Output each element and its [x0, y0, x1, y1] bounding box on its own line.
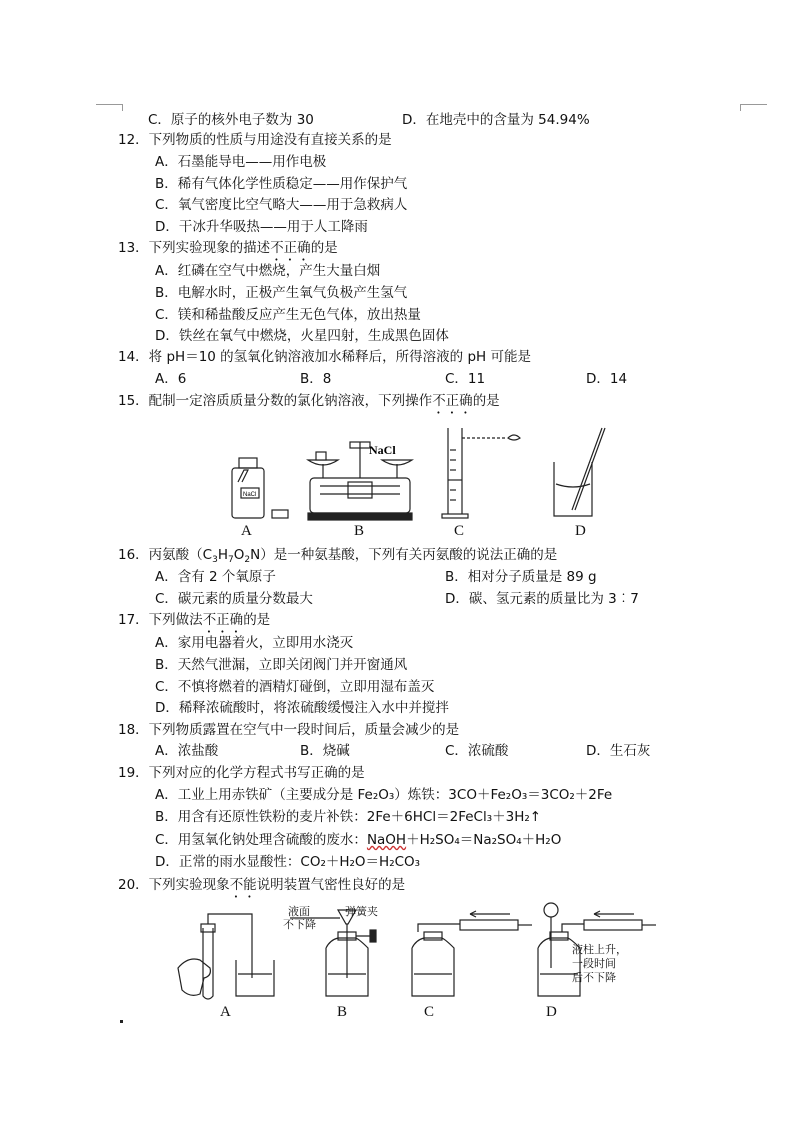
q11-option-c: C．原子的核外电子数为 30 — [148, 112, 314, 128]
q17-option-c: C．不慎将燃着的酒精灯碰倒，立即用湿布盖灭 — [155, 679, 435, 695]
q15-label-a: A — [241, 523, 252, 539]
q13-option-c: C．镁和稀盐酸反应产生无色气体，放出热量 — [155, 307, 421, 323]
q18-stem: 18．下列物质露置在空气中一段时间后，质量会减少的是 — [118, 722, 460, 738]
q14-option-c: C．11 — [445, 371, 486, 387]
q19-option-c: C．用氢氧化钠处理含硫酸的废水：NaOH＋H₂SO₄＝Na₂SO₄＋H₂O — [155, 832, 562, 848]
q15-stem: 15．配制一定溶质质量分数的氯化钠溶液，下列操作不正确的是 — [118, 393, 500, 409]
margin-dot — [120, 1020, 123, 1023]
beaker-icon — [554, 428, 605, 516]
q20-label-b: B — [337, 1004, 348, 1020]
q15-label-c: C — [454, 523, 465, 539]
q17-stem: 17．下列做法不正确的是 — [118, 612, 271, 628]
reagent-bottle-icon — [232, 458, 288, 518]
q15-label-d: D — [575, 523, 586, 539]
bottle-label: NaCl — [243, 492, 257, 498]
q17-option-d: D．稀释浓硫酸时，将浓硫酸缓慢注入水中并搅拌 — [155, 700, 449, 716]
q18-option-d: D．生石灰 — [586, 743, 651, 759]
page-corner-mark — [740, 104, 767, 111]
q20-label-c: C — [424, 1004, 435, 1020]
q19-option-a: A．工业上用赤铁矿（主要成分是 Fe₂O₃）炼铁：3CO＋Fe₂O₃＝3CO₂＋2Fe — [155, 787, 613, 803]
q19-option-d: D．正常的雨水显酸性：CO₂＋H₂O＝H₂CO₃ — [155, 854, 421, 870]
q17-option-b: B．天然气泄漏，立即关闭阀门并开窗通风 — [155, 657, 408, 673]
q12-option-b: B．稀有气体化学性质稳定——用作保护气 — [155, 176, 408, 192]
q15-figure — [220, 420, 630, 525]
page-corner-mark — [96, 104, 123, 111]
q16-stem: 16．丙氨酸$(C_3H_7O_2N)$是一种氨基酸，下列有关丙氨酸的说法正确的是 — [118, 547, 558, 565]
q20-note-d-2: 一段时间 — [572, 957, 616, 970]
q20-note-d-3: 后不下降 — [572, 971, 616, 984]
balance-icon — [308, 442, 412, 520]
q14-option-b: B．8 — [300, 371, 332, 387]
q20-stem: 20．下列实验现象不能说明装置气密性良好的是 — [118, 877, 406, 893]
nacl-label: NaCl — [369, 443, 396, 457]
q13-option-d: D．铁丝在氧气中燃烧，火星四射，生成黑色固体 — [155, 328, 449, 344]
q18-option-b: B．烧碱 — [300, 743, 350, 759]
q12-option-c: C．氧气密度比空气略大——用于急救病人 — [155, 197, 408, 213]
q20-note-b-2: 不下降 — [283, 918, 316, 931]
test-tube-hand-icon — [178, 914, 274, 999]
q20-note-d-1: 液柱上升， — [572, 943, 627, 956]
q20-label-d: D — [546, 1004, 557, 1020]
flask-syringe-icon — [412, 911, 532, 996]
q16-option-b: B．相对分子质量是 89 g — [445, 569, 597, 585]
q19-stem: 19．下列对应的化学方程式书写正确的是 — [118, 765, 365, 781]
q12-stem: 12．下列物质的性质与用途没有直接关系的是 — [118, 132, 392, 148]
q16-option-c: C．碳元素的质量分数最大 — [155, 591, 313, 607]
q18-option-c: C．浓硫酸 — [445, 743, 509, 759]
q16-option-d: D．碳、氢元素的质量比为 3︰7 — [445, 591, 639, 607]
q13-stem: 13．下列实验现象的描述不正确的是 — [118, 240, 338, 256]
q14-option-d: D．14 — [586, 371, 628, 387]
q12-option-a: A．石墨能导电——用作电极 — [155, 154, 327, 170]
q15-label-b: B — [354, 523, 365, 539]
q11-option-d: D．在地壳中的含量为 54.94% — [402, 112, 590, 128]
q20-note-b-1: 液面 — [288, 905, 310, 918]
q12-option-d: D．干冰升华吸热——用于人工降雨 — [155, 219, 368, 235]
q13-option-a: A．红磷在空气中燃烧，产生大量白烟 — [155, 263, 381, 279]
q18-option-a: A．浓盐酸 — [155, 743, 219, 759]
q20-label-a: A — [220, 1004, 231, 1020]
q20-clip-label: 弹簧夹 — [345, 905, 378, 918]
q19-option-b: B．用含有还原性铁粉的麦片补铁：2Fe＋6HCl＝2FeCl₃＋3H₂↑ — [155, 809, 542, 825]
q17-option-a: A．家用电器着火，立即用水浇灭 — [155, 635, 354, 651]
graduated-cylinder-icon — [442, 428, 520, 518]
q14-stem: 14．将 pH＝10 的氢氧化钠溶液加水稀释后，所得溶液的 pH 可能是 — [118, 349, 531, 365]
q13-option-b: B．电解水时，正极产生氧气负极产生氢气 — [155, 285, 408, 301]
q14-option-a: A．6 — [155, 371, 187, 387]
q16-option-a: A．含有 2 个氧原子 — [155, 569, 276, 585]
